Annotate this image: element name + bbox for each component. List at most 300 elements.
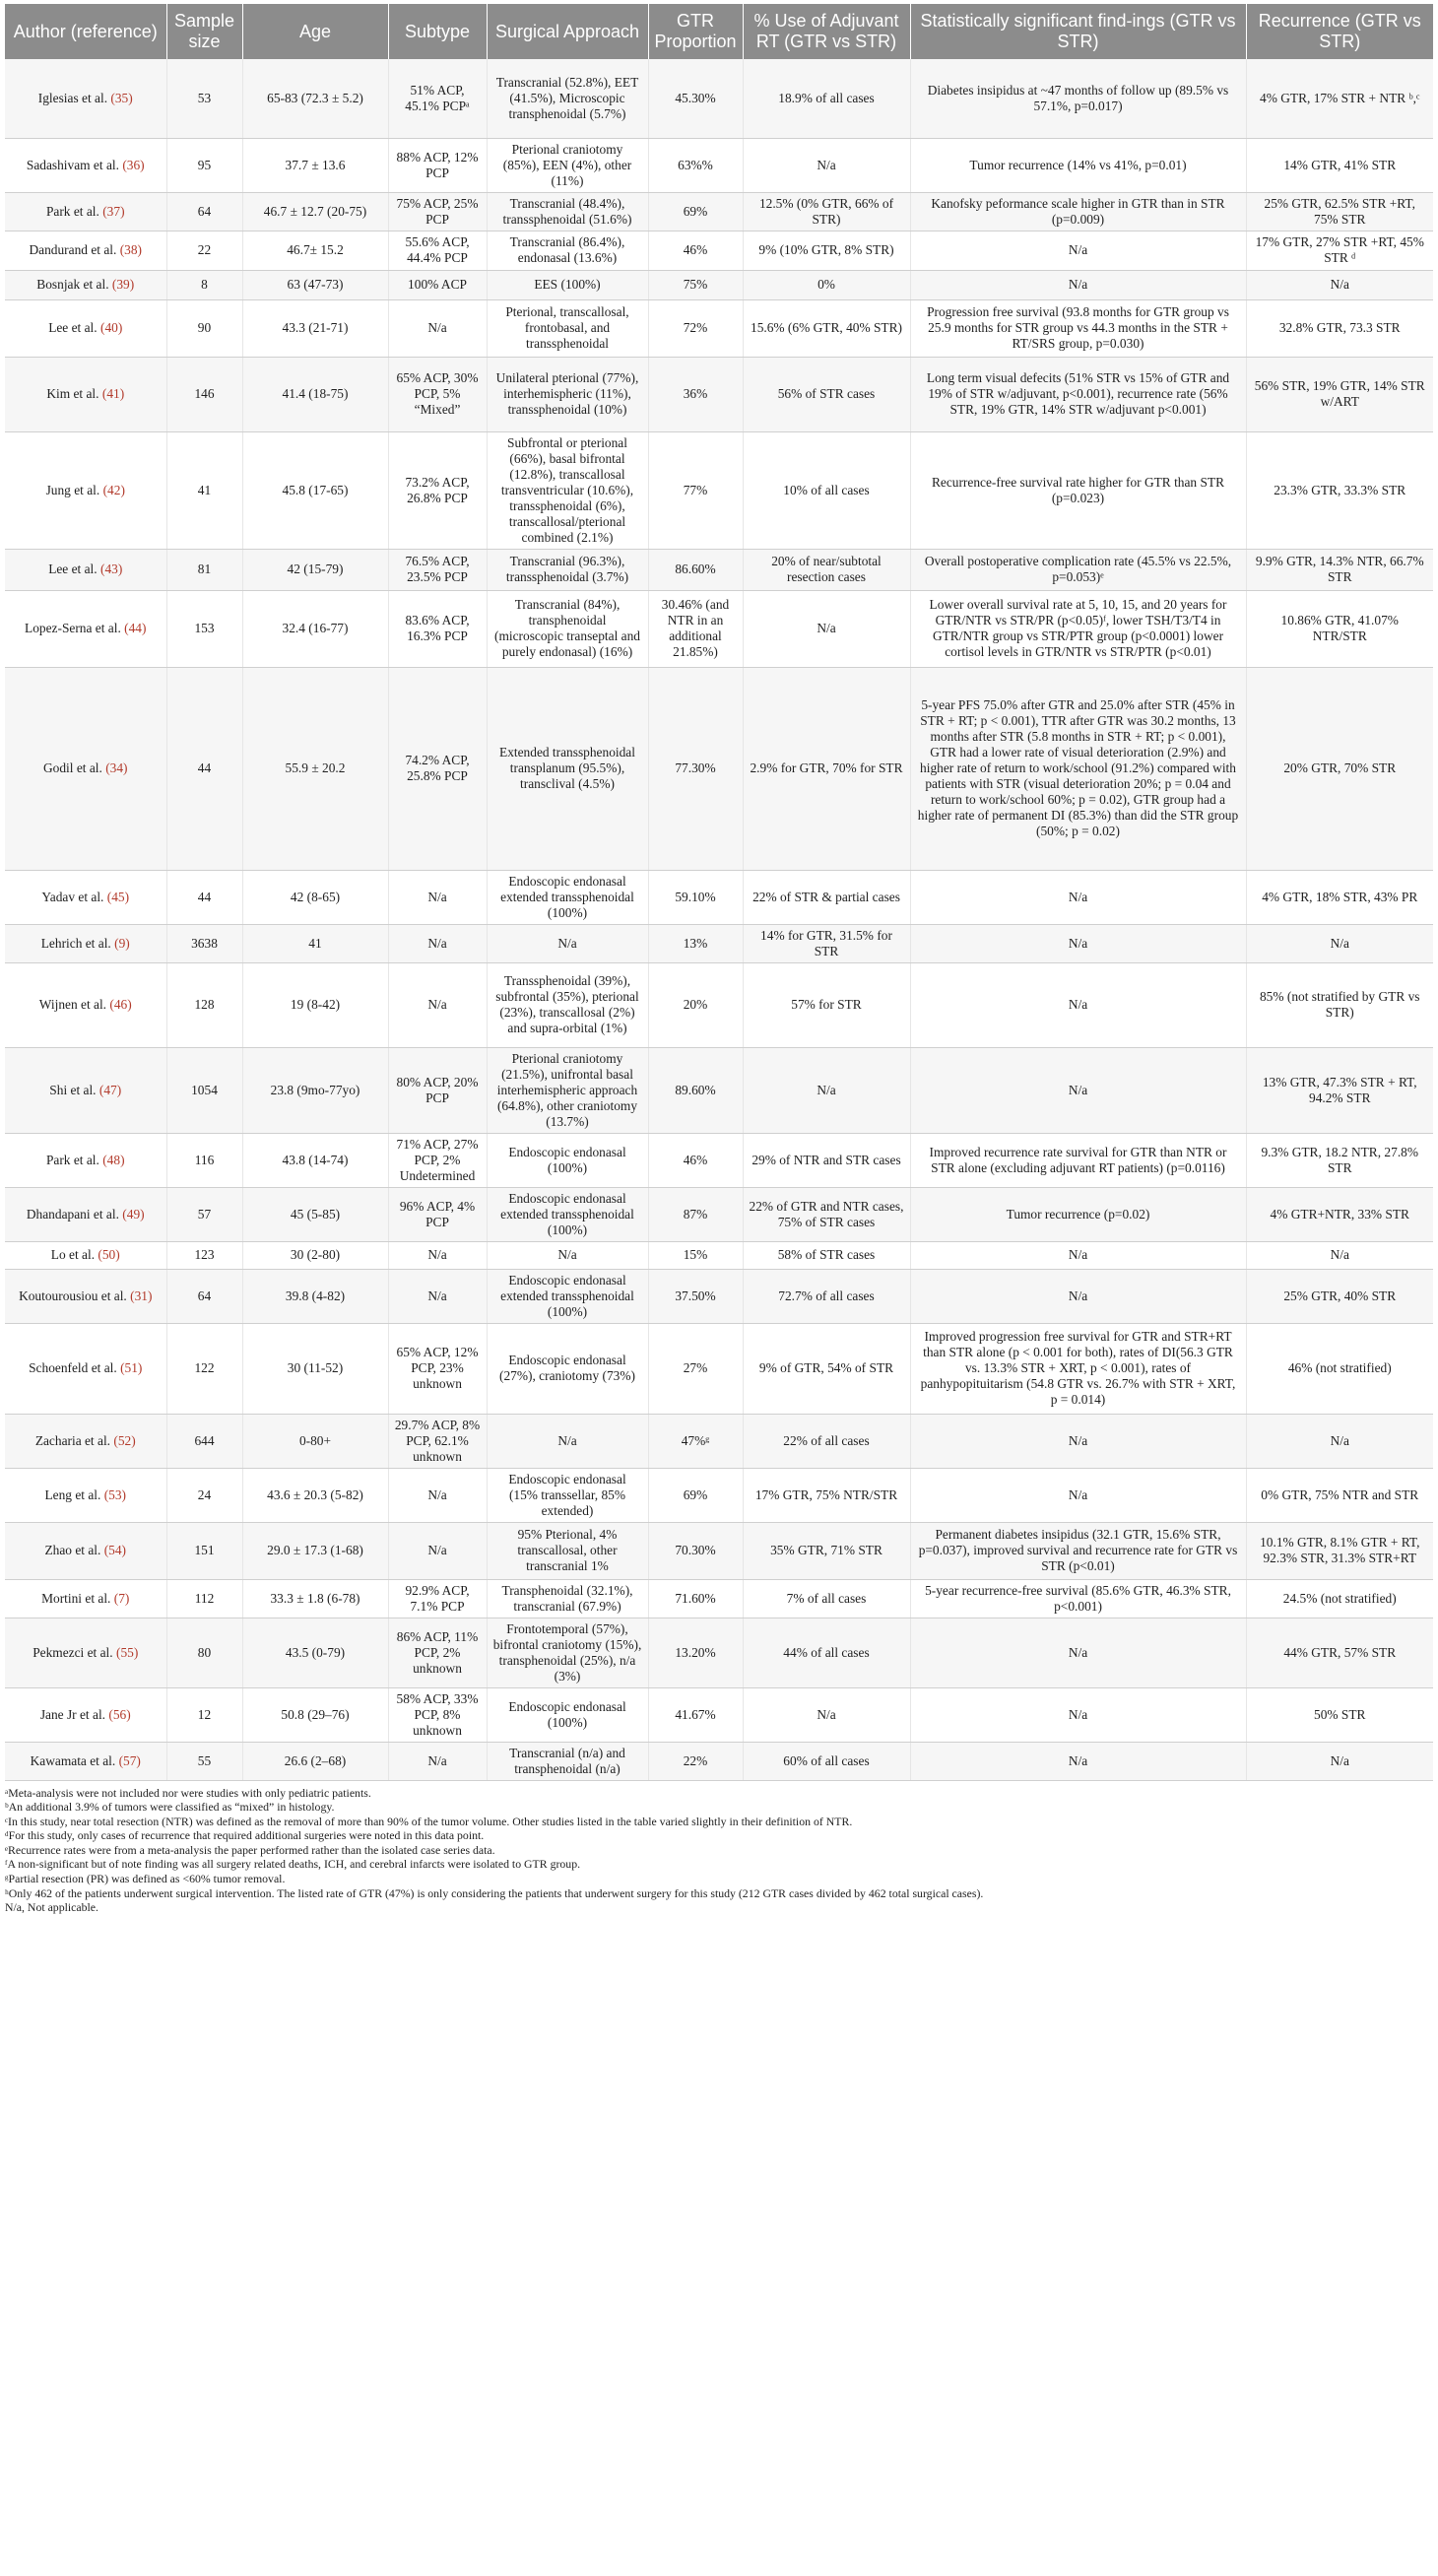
recurrence-cell: 4% GTR, 17% STR + NTR ᵇ,ᶜ: [1246, 59, 1433, 138]
subtype-cell: 86% ACP, 11% PCP, 2% unknown: [388, 1618, 487, 1687]
adjuvant-rt-cell: 58% of STR cases: [743, 1241, 910, 1269]
author-cell: [5, 231, 166, 270]
findings-cell: Lower overall survival rate at 5, 10, 15, and 20 years for GTR/NTR vs STR/PR (p<0.05)ᶠ, lower TSH/T3/T4 in GTR/NTR group vs STR/PTR group (p<0.0001) lower cortisol levels in GTR/NTR vs STR/PTR (p<0.01): [910, 590, 1246, 667]
table-row: [5, 231, 1433, 270]
reference-link[interactable]: (50): [98, 1247, 120, 1262]
author-name: Iglesias et al.: [37, 90, 111, 105]
author-cell: [5, 299, 166, 357]
author-cell: [5, 549, 166, 590]
subtype-cell: 92.9% ACP, 7.1% PCP: [388, 1579, 487, 1618]
age-cell: 37.7 ± 13.6: [242, 138, 388, 192]
sample-size-cell: 24: [166, 1468, 242, 1522]
gtr-cell: 71.60%: [648, 1579, 743, 1618]
sample-size-cell: 64: [166, 192, 242, 231]
sample-size-cell: 95: [166, 138, 242, 192]
column-header: Sample size: [166, 4, 242, 59]
age-cell: 33.3 ± 1.8 (6-78): [242, 1579, 388, 1618]
approach-cell: N/a: [487, 924, 648, 962]
adjuvant-rt-cell: N/a: [743, 1687, 910, 1742]
reference-link[interactable]: (44): [124, 621, 147, 635]
subtype-cell: 83.6% ACP, 16.3% PCP: [388, 590, 487, 667]
author-name: Park et al.: [45, 1152, 103, 1167]
table-row: [5, 357, 1433, 431]
sample-size-cell: 90: [166, 299, 242, 357]
author-name: Kim et al.: [46, 386, 102, 401]
approach-cell: Transcranial (n/a) and transphenoidal (n/a): [487, 1742, 648, 1780]
reference-link[interactable]: (31): [130, 1288, 153, 1303]
recurrence-cell: 10.1% GTR, 8.1% GTR + RT, 92.3% STR, 31.3% STR+RT: [1246, 1522, 1433, 1579]
findings-cell: 5-year PFS 75.0% after GTR and 25.0% after STR (45% in STR + RT; p < 0.001), TTR after GTR was 30.2 months, 13 months after STR (5.8 months in STR + RT; p < 0.001), GTR had a lower rate of visual deterioration (2.9%) and higher rate of return to work/school (91.2%) compared with patients with STR (visual deterioration 20%; p = 0.04 and return to work/school 60%; p = 0.02), GTR group had a higher rate of permanent DI (85.3%) than did the STR group (50%; p = 0.02): [910, 667, 1246, 870]
adjuvant-rt-cell: 7% of all cases: [743, 1579, 910, 1618]
author-name: Kawamata et al.: [30, 1752, 119, 1768]
recurrence-cell: 46% (not stratified): [1246, 1323, 1433, 1414]
reference-link[interactable]: (57): [118, 1752, 141, 1768]
subtype-cell: N/a: [388, 1241, 487, 1269]
subtype-cell: 65% ACP, 30% PCP, 5% “Mixed”: [388, 357, 487, 431]
findings-cell: N/a: [910, 924, 1246, 962]
findings-cell: N/a: [910, 270, 1246, 299]
reference-link[interactable]: (47): [98, 1082, 122, 1097]
footnote: ᶜIn this study, near total resection (NTR) was defined as the removal of more than 90% of the tumor volume. Other studies listed in the table varied slightly in their definition of NTR.: [5, 1814, 853, 1828]
recurrence-cell: 4% GTR+NTR, 33% STR: [1246, 1187, 1433, 1241]
findings-cell: N/a: [910, 870, 1246, 924]
gtr-cell: 45.30%: [648, 59, 743, 138]
subtype-cell: N/a: [388, 299, 487, 357]
column-header: Surgical Approach: [487, 4, 648, 59]
subtype-cell: 80% ACP, 20% PCP: [388, 1047, 487, 1133]
approach-cell: Endoscopic endonasal (100%): [487, 1687, 648, 1742]
subtype-cell: N/a: [388, 1269, 487, 1323]
reference-link[interactable]: (46): [109, 997, 132, 1012]
author-name: Lee et al.: [48, 561, 100, 576]
subtype-cell: 71% ACP, 27% PCP, 2% Undetermined: [388, 1133, 487, 1187]
gtr-cell: 30.46% (and NTR in an additional 21.85%): [648, 590, 743, 667]
author-cell: [5, 1269, 166, 1323]
recurrence-cell: N/a: [1246, 1241, 1433, 1269]
findings-cell: N/a: [910, 1269, 1246, 1323]
findings-cell: N/a: [910, 231, 1246, 270]
recurrence-cell: 25% GTR, 62.5% STR +RT, 75% STR: [1246, 192, 1433, 231]
table-row: [5, 1187, 1433, 1241]
sample-size-cell: 41: [166, 431, 242, 549]
column-header: Subtype: [388, 4, 487, 59]
adjuvant-rt-cell: 9% of GTR, 54% of STR: [743, 1323, 910, 1414]
adjuvant-rt-cell: 12.5% (0% GTR, 66% of STR): [743, 192, 910, 231]
approach-cell: N/a: [487, 1414, 648, 1468]
adjuvant-rt-cell: N/a: [743, 1047, 910, 1133]
age-cell: 30 (11-52): [242, 1323, 388, 1414]
table-row: [5, 1468, 1433, 1522]
recurrence-cell: 10.86% GTR, 41.07% NTR/STR: [1246, 590, 1433, 667]
column-header: Statistically significant find-ings (GTR vs STR): [910, 4, 1246, 59]
approach-cell: Endoscopic endonasal extended transsphenoidal (100%): [487, 1269, 648, 1323]
table-row: [5, 1414, 1433, 1468]
sample-size-cell: 81: [166, 549, 242, 590]
recurrence-cell: 13% GTR, 47.3% STR + RT, 94.2% STR: [1246, 1047, 1433, 1133]
gtr-cell: 75%: [648, 270, 743, 299]
reference-link[interactable]: (43): [99, 561, 123, 576]
table-row: [5, 138, 1433, 192]
approach-cell: Transcranial (52.8%), EET (41.5%), Microscopic transphenoidal (5.7%): [487, 59, 648, 138]
footnote: ᵇAn additional 3.9% of tumors were classified as “mixed” in histology.: [5, 1800, 335, 1815]
table-row: [5, 1133, 1433, 1187]
gtr-cell: 87%: [648, 1187, 743, 1241]
author-cell: [5, 138, 166, 192]
adjuvant-rt-cell: 57% for STR: [743, 962, 910, 1047]
recurrence-cell: 85% (not stratified by GTR vs STR): [1246, 962, 1433, 1047]
table-header: [5, 4, 1433, 59]
recurrence-cell: 50% STR: [1246, 1687, 1433, 1742]
findings-cell: 5-year recurrence-free survival (85.6% GTR, 46.3% STR, p<0.001): [910, 1579, 1246, 1618]
age-cell: 42 (15-79): [242, 549, 388, 590]
age-cell: 23.8 (9mo-77yo): [242, 1047, 388, 1133]
approach-cell: Transcranial (48.4%), transsphenoidal (51.6%): [487, 192, 648, 231]
studies-table: [5, 4, 1433, 1781]
recurrence-cell: 4% GTR, 18% STR, 43% PR: [1246, 870, 1433, 924]
reference-link[interactable]: (53): [103, 1486, 127, 1502]
sample-size-cell: 128: [166, 962, 242, 1047]
adjuvant-rt-cell: 17% GTR, 75% NTR/STR: [743, 1468, 910, 1522]
footnote: ᵃMeta-analysis were not included nor were studies with only pediatric patients.: [5, 1785, 371, 1800]
author-cell: [5, 1414, 166, 1468]
author-cell: [5, 1618, 166, 1687]
adjuvant-rt-cell: 22% of all cases: [743, 1414, 910, 1468]
sample-size-cell: 12: [166, 1687, 242, 1742]
reference-link[interactable]: (48): [102, 1152, 125, 1167]
reference-link[interactable]: (36): [122, 157, 145, 172]
author-name: Schoenfeld et al.: [29, 1360, 121, 1375]
age-cell: 0-80+: [242, 1414, 388, 1468]
age-cell: 41.4 (18-75): [242, 357, 388, 431]
findings-cell: Improved progression free survival for GTR and STR+RT than STR alone (p < 0.001 for both), rates of DI(56.3 GTR vs. 13.3% STR + XRT, p < 0.001), rates of panhypopituitarism (54.8 GTR vs. 26.7% with STR + XRT, p = 0.014): [910, 1323, 1246, 1414]
age-cell: 65-83 (72.3 ± 5.2): [242, 59, 388, 138]
sample-size-cell: 116: [166, 1133, 242, 1187]
approach-cell: Transsphenoidal (39%), subfrontal (35%), pterional (23%), transcallosal (2%) and supra-orbital (1%): [487, 962, 648, 1047]
sample-size-cell: 64: [166, 1269, 242, 1323]
author-name: Leng et al.: [44, 1486, 104, 1502]
author-cell: [5, 1133, 166, 1187]
reference-link[interactable]: (56): [108, 1706, 131, 1722]
footnote: ᵉRecurrence rates were from a meta-analysis the paper performed rather than the isolated case series data.: [5, 1842, 495, 1857]
author-cell: [5, 870, 166, 924]
author-cell: [5, 1241, 166, 1269]
adjuvant-rt-cell: 29% of NTR and STR cases: [743, 1133, 910, 1187]
gtr-cell: 77.30%: [648, 667, 743, 870]
gtr-cell: 41.67%: [648, 1687, 743, 1742]
author-cell: [5, 1579, 166, 1618]
column-header: Age: [242, 4, 388, 59]
findings-cell: Long term visual defecits (51% STR vs 15% of GTR and 19% of STR w/adjuvant, p<0.001), recurrence rate (56% STR, 19% GTR, 14% STR w/adjuvant p<0.001): [910, 357, 1246, 431]
reference-link[interactable]: (52): [113, 1432, 136, 1448]
reference-link[interactable]: (42): [102, 482, 125, 497]
age-cell: 46.7 ± 12.7 (20-75): [242, 192, 388, 231]
approach-cell: Unilateral pterional (77%), interhemispheric (11%), transsphenoidal (10%): [487, 357, 648, 431]
recurrence-cell: N/a: [1246, 1414, 1433, 1468]
table-row: [5, 590, 1433, 667]
adjuvant-rt-cell: 10% of all cases: [743, 431, 910, 549]
subtype-cell: 100% ACP: [388, 270, 487, 299]
footnote: ᵈFor this study, only cases of recurrence that required additional surgeries were noted in this data point.: [5, 1828, 485, 1843]
gtr-cell: 36%: [648, 357, 743, 431]
author-cell: [5, 1187, 166, 1241]
column-header: Author (reference): [5, 4, 166, 59]
adjuvant-rt-cell: 60% of all cases: [743, 1742, 910, 1780]
age-cell: 46.7± 15.2: [242, 231, 388, 270]
table-row: [5, 549, 1433, 590]
findings-cell: Kanofsky peformance scale higher in GTR than in STR (p=0.009): [910, 192, 1246, 231]
subtype-cell: N/a: [388, 962, 487, 1047]
gtr-cell: 22%: [648, 1742, 743, 1780]
column-header: Recurrence (GTR vs STR): [1246, 4, 1433, 59]
sample-size-cell: 112: [166, 1579, 242, 1618]
reference-link[interactable]: (39): [111, 277, 135, 292]
approach-cell: Subfrontal or pterional (66%), basal bifrontal (12.8%), transcallosal transventricular (10.6%), transsphenoidal (6%), transcallosal/pterional combined (2.1%): [487, 431, 648, 549]
recurrence-cell: 44% GTR, 57% STR: [1246, 1618, 1433, 1687]
adjuvant-rt-cell: 56% of STR cases: [743, 357, 910, 431]
reference-link[interactable]: (7): [113, 1590, 130, 1606]
author-name: Lopez-Serna et al.: [25, 621, 125, 635]
subtype-cell: 65% ACP, 12% PCP, 23% unknown: [388, 1323, 487, 1414]
findings-cell: Overall postoperative complication rate (45.5% vs 22.5%, p=0.053)ᵉ: [910, 549, 1246, 590]
age-cell: 43.5 (0-79): [242, 1618, 388, 1687]
findings-cell: N/a: [910, 1618, 1246, 1687]
reference-link[interactable]: (9): [114, 935, 130, 951]
subtype-cell: 73.2% ACP, 26.8% PCP: [388, 431, 487, 549]
age-cell: 32.4 (16-77): [242, 590, 388, 667]
author-cell: [5, 590, 166, 667]
approach-cell: Transcranial (86.4%), endonasal (13.6%): [487, 231, 648, 270]
table-body: [5, 59, 1433, 1780]
footnote: ʰOnly 462 of the patients underwent surgical intervention. The listed rate of GTR (47%) is only considering the patients that underwent surgery for this study (212 GTR cases divided by 462 total surgical cases).: [5, 1885, 984, 1900]
sample-size-cell: 1054: [166, 1047, 242, 1133]
column-header: % Use of Adjuvant RT (GTR vs STR): [743, 4, 910, 59]
findings-cell: Improved recurrence rate survival for GTR than NTR or STR alone (excluding adjuvant RT patients) (p=0.0116): [910, 1133, 1246, 1187]
recurrence-cell: 25% GTR, 40% STR: [1246, 1269, 1433, 1323]
author-name: Godil et al.: [42, 760, 106, 775]
recurrence-cell: 56% STR, 19% GTR, 14% STR w/ART: [1246, 357, 1433, 431]
recurrence-cell: 32.8% GTR, 73.3 STR: [1246, 299, 1433, 357]
subtype-cell: 58% ACP, 33% PCP, 8% unknown: [388, 1687, 487, 1742]
reference-link[interactable]: (45): [106, 889, 130, 904]
age-cell: 50.8 (29–76): [242, 1687, 388, 1742]
approach-cell: EES (100%): [487, 270, 648, 299]
adjuvant-rt-cell: 18.9% of all cases: [743, 59, 910, 138]
gtr-cell: 69%: [648, 192, 743, 231]
approach-cell: Endoscopic endonasal (27%), craniotomy (73%): [487, 1323, 648, 1414]
reference-link[interactable]: (49): [122, 1206, 145, 1222]
recurrence-cell: 17% GTR, 27% STR +RT, 45% STR ᵈ: [1246, 231, 1433, 270]
author-name: Lo et al.: [50, 1247, 98, 1262]
adjuvant-rt-cell: 0%: [743, 270, 910, 299]
table-row: [5, 1618, 1433, 1687]
recurrence-cell: 24.5% (not stratified): [1246, 1579, 1433, 1618]
table-row: [5, 1522, 1433, 1579]
adjuvant-rt-cell: 22% of STR & partial cases: [743, 870, 910, 924]
approach-cell: Pterional craniotomy (21.5%), unifrontal basal interhemispheric approach (64.8%), other craniotomy (13.7%): [487, 1047, 648, 1133]
author-cell: [5, 962, 166, 1047]
reference-link[interactable]: (41): [101, 386, 125, 401]
gtr-cell: 37.50%: [648, 1269, 743, 1323]
author-cell: [5, 667, 166, 870]
age-cell: 42 (8-65): [242, 870, 388, 924]
recurrence-cell: 9.9% GTR, 14.3% NTR, 66.7% STR: [1246, 549, 1433, 590]
reference-link[interactable]: (34): [105, 760, 128, 775]
author-name: Shi et al.: [49, 1082, 99, 1097]
reference-link[interactable]: (54): [103, 1543, 127, 1557]
age-cell: 29.0 ± 17.3 (1-68): [242, 1522, 388, 1579]
table-row: [5, 1241, 1433, 1269]
subtype-cell: N/a: [388, 1742, 487, 1780]
author-cell: [5, 59, 166, 138]
author-name: Dandurand et al.: [29, 242, 120, 257]
subtype-cell: 96% ACP, 4% PCP: [388, 1187, 487, 1241]
table-row: [5, 1687, 1433, 1742]
gtr-cell: 20%: [648, 962, 743, 1047]
adjuvant-rt-cell: 22% of GTR and NTR cases, 75% of STR cases: [743, 1187, 910, 1241]
sample-size-cell: 57: [166, 1187, 242, 1241]
author-cell: [5, 1468, 166, 1522]
findings-cell: N/a: [910, 1687, 1246, 1742]
findings-cell: N/a: [910, 1047, 1246, 1133]
footnote: ᶠA non-significant but of note finding was all surgery related deaths, ICH, and cerebral infarcts were isolated to GTR group.: [5, 1857, 581, 1872]
table-row: [5, 1269, 1433, 1323]
author-name: Dhandapani et al.: [26, 1206, 123, 1222]
author-name: Yadav et al.: [41, 889, 107, 904]
author-name: Zacharia et al.: [34, 1432, 114, 1448]
reference-link[interactable]: (37): [102, 203, 125, 219]
gtr-cell: 27%: [648, 1323, 743, 1414]
adjuvant-rt-cell: N/a: [743, 590, 910, 667]
author-name: Sadashivam et al.: [26, 157, 123, 172]
gtr-cell: 46%: [648, 1133, 743, 1187]
subtype-cell: N/a: [388, 870, 487, 924]
findings-cell: Recurrence-free survival rate higher for GTR than STR (p=0.023): [910, 431, 1246, 549]
subtype-cell: 29.7% ACP, 8% PCP, 62.1% unknown: [388, 1414, 487, 1468]
author-cell: [5, 1522, 166, 1579]
recurrence-cell: 20% GTR, 70% STR: [1246, 667, 1433, 870]
approach-cell: Endoscopic endonasal (15% transsellar, 85% extended): [487, 1468, 648, 1522]
findings-cell: Diabetes insipidus at ~47 months of follow up (89.5% vs 57.1%, p=0.017): [910, 59, 1246, 138]
gtr-cell: 72%: [648, 299, 743, 357]
age-cell: 39.8 (4-82): [242, 1269, 388, 1323]
gtr-cell: 89.60%: [648, 1047, 743, 1133]
table-row: [5, 962, 1433, 1047]
approach-cell: Transcranial (84%), transphenoidal (microscopic transeptal and purely endonasal) (16%): [487, 590, 648, 667]
sample-size-cell: 3638: [166, 924, 242, 962]
adjuvant-rt-cell: 14% for GTR, 31.5% for STR: [743, 924, 910, 962]
author-name: Zhao et al.: [44, 1543, 104, 1557]
gtr-cell: 59.10%: [648, 870, 743, 924]
author-cell: [5, 192, 166, 231]
sample-size-cell: 122: [166, 1323, 242, 1414]
sample-size-cell: 44: [166, 870, 242, 924]
findings-cell: N/a: [910, 1468, 1246, 1522]
recurrence-cell: 14% GTR, 41% STR: [1246, 138, 1433, 192]
adjuvant-rt-cell: 20% of near/subtotal resection cases: [743, 549, 910, 590]
author-name: Lehrich et al.: [40, 935, 115, 951]
header-row: [5, 4, 1433, 59]
findings-cell: Tumor recurrence (p=0.02): [910, 1187, 1246, 1241]
gtr-cell: 63%%: [648, 138, 743, 192]
reference-link[interactable]: (51): [120, 1360, 143, 1375]
gtr-cell: 13.20%: [648, 1618, 743, 1687]
approach-cell: N/a: [487, 1241, 648, 1269]
recurrence-cell: 23.3% GTR, 33.3% STR: [1246, 431, 1433, 549]
age-cell: 63 (47-73): [242, 270, 388, 299]
sample-size-cell: 53: [166, 59, 242, 138]
sample-size-cell: 80: [166, 1618, 242, 1687]
sample-size-cell: 22: [166, 231, 242, 270]
recurrence-cell: N/a: [1246, 924, 1433, 962]
adjuvant-rt-cell: N/a: [743, 138, 910, 192]
gtr-cell: 86.60%: [648, 549, 743, 590]
sample-size-cell: 153: [166, 590, 242, 667]
author-name: Wijnen et al.: [38, 997, 110, 1012]
author-cell: [5, 1047, 166, 1133]
approach-cell: Endoscopic endonasal extended transsphenoidal (100%): [487, 870, 648, 924]
column-header: GTR Proportion: [648, 4, 743, 59]
reference-link[interactable]: (35): [110, 90, 133, 105]
reference-link[interactable]: (38): [119, 242, 143, 257]
gtr-cell: 47%ᵍ: [648, 1414, 743, 1468]
subtype-cell: 88% ACP, 12% PCP: [388, 138, 487, 192]
age-cell: 30 (2-80): [242, 1241, 388, 1269]
gtr-cell: 69%: [648, 1468, 743, 1522]
author-cell: [5, 431, 166, 549]
author-name: Bosnjak et al.: [36, 277, 112, 292]
sample-size-cell: 146: [166, 357, 242, 431]
recurrence-cell: 9.3% GTR, 18.2 NTR, 27.8% STR: [1246, 1133, 1433, 1187]
adjuvant-rt-cell: 35% GTR, 71% STR: [743, 1522, 910, 1579]
subtype-cell: 51% ACP, 45.1% PCPᵃ: [388, 59, 487, 138]
age-cell: 43.3 (21-71): [242, 299, 388, 357]
sample-size-cell: 151: [166, 1522, 242, 1579]
gtr-cell: 15%: [648, 1241, 743, 1269]
author-name: Pekmezci et al.: [33, 1644, 116, 1660]
age-cell: 45.8 (17-65): [242, 431, 388, 549]
reference-link[interactable]: (40): [99, 320, 123, 335]
approach-cell: Extended transsphenoidal transplanum (95.5%), transclival (4.5%): [487, 667, 648, 870]
author-name: Lee et al.: [48, 320, 100, 335]
author-cell: [5, 357, 166, 431]
subtype-cell: N/a: [388, 1468, 487, 1522]
table-row: [5, 1323, 1433, 1414]
reference-link[interactable]: (55): [115, 1644, 139, 1660]
findings-cell: N/a: [910, 1742, 1246, 1780]
table-row: [5, 1742, 1433, 1780]
footnotes: [5, 1781, 1433, 1915]
author-cell: [5, 1323, 166, 1414]
findings-cell: N/a: [910, 1414, 1246, 1468]
sample-size-cell: 8: [166, 270, 242, 299]
table-row: [5, 270, 1433, 299]
age-cell: 55.9 ± 20.2: [242, 667, 388, 870]
findings-cell: Progression free survival (93.8 months for GTR group vs 25.9 months for STR group vs 44.3 months in the STR + RT/SRS group, p=0.030): [910, 299, 1246, 357]
table-row: [5, 431, 1433, 549]
table-row: [5, 1047, 1433, 1133]
findings-cell: N/a: [910, 962, 1246, 1047]
findings-cell: Tumor recurrence (14% vs 41%, p=0.01): [910, 138, 1246, 192]
table-row: [5, 299, 1433, 357]
gtr-cell: 70.30%: [648, 1522, 743, 1579]
age-cell: 19 (8-42): [242, 962, 388, 1047]
author-cell: [5, 924, 166, 962]
author-name: Jung et al.: [45, 482, 103, 497]
gtr-cell: 46%: [648, 231, 743, 270]
findings-cell: N/a: [910, 1241, 1246, 1269]
approach-cell: Pterional, transcallosal, frontobasal, and transsphenoidal: [487, 299, 648, 357]
adjuvant-rt-cell: 15.6% (6% GTR, 40% STR): [743, 299, 910, 357]
